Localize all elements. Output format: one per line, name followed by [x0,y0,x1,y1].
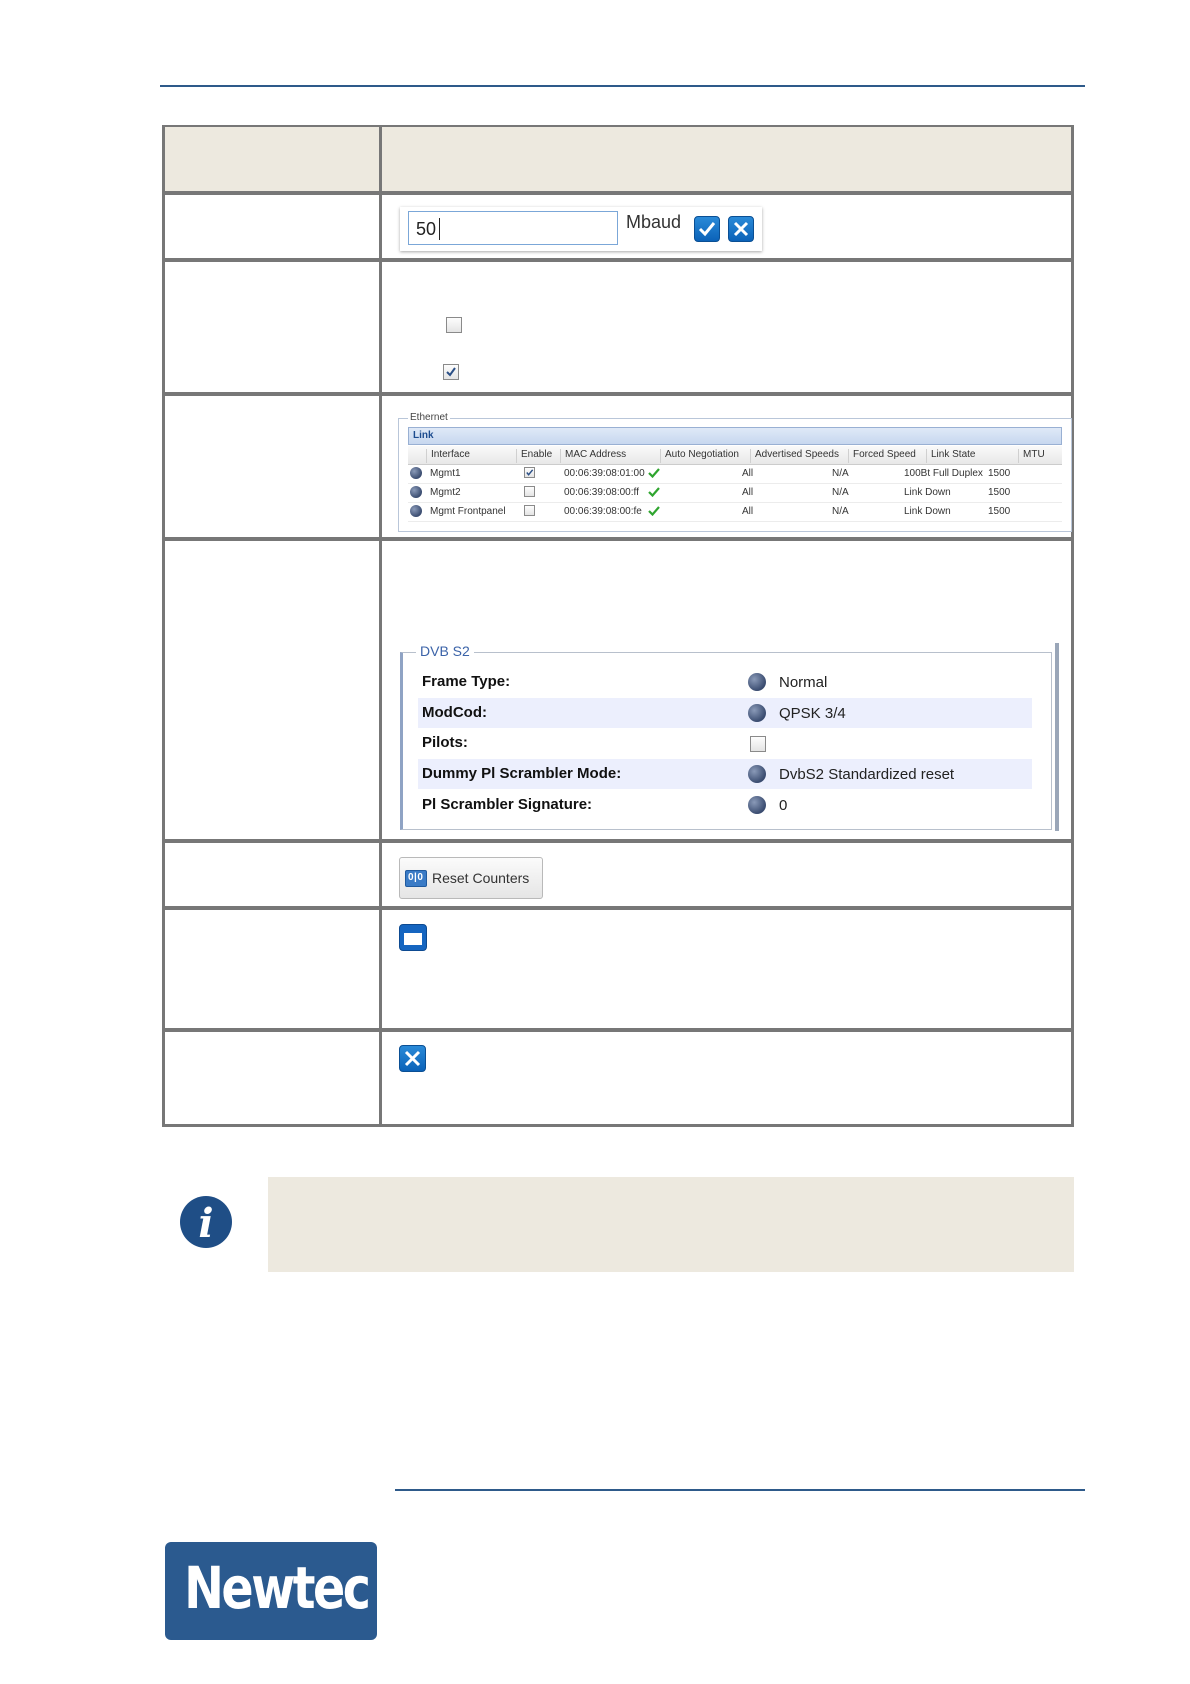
ethernet-table-header [408,446,1062,465]
enable-checkbox[interactable] [524,467,535,478]
symbol-rate-value: 50 [416,219,437,239]
table-row[interactable] [408,464,1062,484]
dummy-pl-scrambler-label: Dummy Pl Scrambler Mode: [422,765,622,782]
confirm-button[interactable] [694,216,720,242]
enable-checkbox[interactable] [524,505,535,516]
note-box [268,1177,1074,1272]
column-header[interactable]: Enable [516,449,552,463]
info-icon[interactable] [410,505,422,517]
window-icon [400,925,426,950]
green-check-icon [648,468,660,478]
check-icon [695,217,719,241]
cell-interface: Mgmt2 [430,487,461,498]
dummy-pl-scrambler-row [418,759,1032,789]
checkmark-icon [444,365,458,379]
dummy-pl-scrambler-value: DvbS2 Standardized reset [779,766,955,783]
unit-label: Mbaud [626,212,682,232]
ethernet-legend: Ethernet [410,412,448,423]
column-header[interactable]: Auto Negotiation [660,449,739,463]
pilots-checkbox[interactable] [750,736,766,752]
counter-icon: 0|0 [405,870,427,887]
header-rule [160,85,1085,87]
info-icon[interactable] [748,673,766,691]
close-icon [400,1046,425,1071]
panel-scrollbar[interactable] [1055,643,1059,831]
modcod-row [418,698,1032,728]
column-header[interactable]: Link State [926,449,975,463]
symbol-rate-input[interactable] [408,211,618,245]
frame-type-label: Frame Type: [422,673,511,690]
modcod-label: ModCod: [422,704,487,721]
close-icon [729,217,753,241]
header-cell-element [162,127,382,191]
frame-type-value: Normal [779,674,828,691]
cell-interface: Mgmt Frontpanel [430,506,506,517]
table-row [162,1032,1074,1125]
column-header[interactable]: MTU [1018,449,1045,463]
pl-scrambler-signature-row [418,790,1032,820]
cell-mac: 00:06:39:08:00:ff [564,487,639,498]
unchecked-checkbox[interactable] [446,317,462,333]
window-button[interactable] [399,924,427,951]
table-row [162,262,1074,392]
green-check-icon [648,506,660,516]
cell-forced-speed: N/A [832,468,849,479]
info-icon: i [180,1196,232,1248]
info-icon[interactable] [748,704,766,722]
dvb-s2-legend: DVB S2 [416,643,474,659]
table-row[interactable] [408,502,1062,522]
info-icon[interactable] [748,765,766,783]
cell-link-state: Link Down [904,487,951,498]
table-header-row [162,127,1074,191]
cell-interface: Mgmt1 [430,468,461,479]
info-icon[interactable] [410,467,422,479]
column-header[interactable]: Advertised Speeds [750,449,839,463]
cell-link-state: 100Bt Full Duplex [904,468,983,479]
cell-mtu: 1500 [988,506,1011,517]
checked-checkbox[interactable] [443,364,459,380]
cell-mtu: 1500 [988,468,1011,479]
ethernet-panel [398,412,1074,536]
reset-counters-button[interactable] [399,857,543,899]
modcod-value: QPSK 3/4 [779,705,846,722]
table-row[interactable] [408,483,1062,503]
newtec-logo: Newtec [165,1542,377,1640]
cell-forced-speed: N/A [832,506,849,517]
pilots-row [418,728,1032,758]
cell-forced-speed: N/A [832,487,849,498]
cell-adv-speeds: All [742,487,754,498]
pilots-label: Pilots: [422,734,468,751]
info-icon[interactable] [748,796,766,814]
cell-adv-speeds: All [742,468,754,479]
link-section-bar[interactable] [408,427,1062,445]
header-cell-description [382,127,1074,191]
symbol-rate-editor [400,207,762,251]
pl-scrambler-signature-value: 0 [779,797,788,814]
green-check-icon [648,487,660,497]
close-button[interactable] [399,1045,426,1072]
reset-counters-label: Reset Counters [432,870,530,886]
table-row [162,843,1074,906]
checkmark-icon [525,468,534,477]
cell-mtu: 1500 [988,487,1011,498]
dvb-s2-panel [400,643,1053,831]
ui-elements-table [162,125,1074,1127]
frame-type-row [418,667,1032,697]
pl-scrambler-signature-label: Pl Scrambler Signature: [422,796,593,813]
text-cursor [439,218,440,240]
footer-rule [395,1489,1085,1491]
enable-checkbox[interactable] [524,486,535,497]
cell-mac: 00:06:39:08:01:00 [564,468,645,479]
cell-link-state: Link Down [904,506,951,517]
cancel-button[interactable] [728,216,754,242]
table-row [162,910,1074,1028]
link-section-title: Link [413,430,434,441]
column-header[interactable]: Forced Speed [848,449,916,463]
info-icon[interactable] [410,486,422,498]
column-header[interactable]: MAC Address [560,449,626,463]
cell-mac: 00:06:39:08:00:fe [564,506,642,517]
cell-adv-speeds: All [742,506,754,517]
column-header[interactable]: Interface [426,449,470,463]
